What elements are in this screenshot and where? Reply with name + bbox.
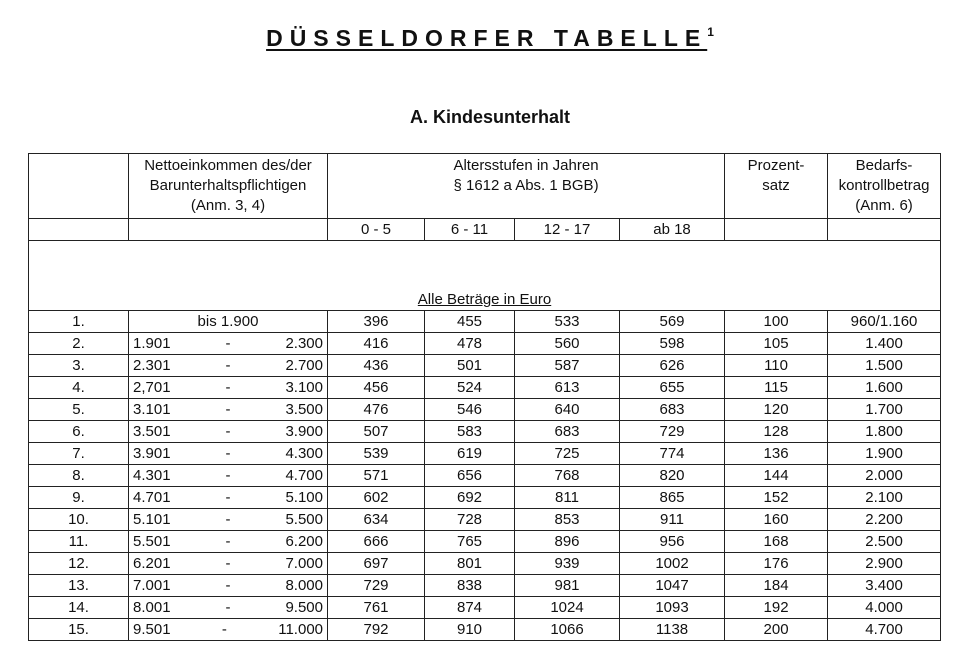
title-footnote-mark: 1 bbox=[707, 25, 714, 39]
table-row bbox=[29, 421, 941, 443]
header-control-line: (Anm. 6) bbox=[855, 197, 913, 214]
control-amount-cell: 1.500 bbox=[828, 355, 941, 377]
income-dash: - bbox=[225, 576, 231, 594]
table-row bbox=[29, 619, 941, 641]
amount-cell: 896 bbox=[515, 531, 620, 553]
amount-cell: 501 bbox=[425, 355, 515, 377]
header-income-line: Barunterhaltspflichtigen bbox=[149, 177, 307, 194]
amount-cell: 546 bbox=[425, 399, 515, 421]
income-range bbox=[129, 509, 328, 531]
amount-cell: 613 bbox=[515, 377, 620, 399]
row-number: 12. bbox=[29, 553, 129, 575]
percent-cell: 200 bbox=[725, 619, 828, 641]
percent-cell: 120 bbox=[725, 399, 828, 421]
row-number: 5. bbox=[29, 399, 129, 421]
amount-cell: 774 bbox=[620, 443, 725, 465]
amount-cell: 910 bbox=[425, 619, 515, 641]
amount-cell: 801 bbox=[425, 553, 515, 575]
amount-cell: 1002 bbox=[620, 553, 725, 575]
percent-cell: 110 bbox=[725, 355, 828, 377]
income-range bbox=[129, 421, 328, 443]
control-amount-cell: 4.000 bbox=[828, 597, 941, 619]
header-age-line: § 1612 a Abs. 1 BGB) bbox=[453, 177, 599, 194]
income-from: 5.501 bbox=[133, 532, 171, 550]
income-range bbox=[129, 531, 328, 553]
income-range-values bbox=[133, 356, 323, 376]
income-to: 6.200 bbox=[285, 532, 323, 550]
income-to: 9.500 bbox=[285, 598, 323, 616]
income-range-values bbox=[133, 444, 323, 464]
amount-cell: 533 bbox=[515, 311, 620, 333]
income-range bbox=[129, 355, 328, 377]
amount-cell: 539 bbox=[328, 443, 425, 465]
amount-cell: 768 bbox=[515, 465, 620, 487]
amount-cell: 560 bbox=[515, 333, 620, 355]
empty-cell bbox=[828, 219, 941, 241]
amount-cell: 911 bbox=[620, 509, 725, 531]
control-amount-cell: 1.600 bbox=[828, 377, 941, 399]
row-number: 6. bbox=[29, 421, 129, 443]
control-amount-cell: 2.500 bbox=[828, 531, 941, 553]
empty-cell bbox=[129, 219, 328, 241]
amount-cell: 655 bbox=[620, 377, 725, 399]
amount-cell: 939 bbox=[515, 553, 620, 575]
header-percent-line: satz bbox=[762, 177, 790, 194]
amount-cell: 729 bbox=[328, 575, 425, 597]
income-to: 4.300 bbox=[285, 444, 323, 462]
row-number: 8. bbox=[29, 465, 129, 487]
control-amount-cell: 1.400 bbox=[828, 333, 941, 355]
income-dash: - bbox=[225, 466, 231, 484]
income-dash: - bbox=[225, 554, 231, 572]
amount-cell: 478 bbox=[425, 333, 515, 355]
income-range-values bbox=[133, 554, 323, 574]
income-dash: - bbox=[221, 620, 227, 638]
amount-cell: 874 bbox=[425, 597, 515, 619]
percent-cell: 100 bbox=[725, 311, 828, 333]
income-from: 8.001 bbox=[133, 598, 171, 616]
control-amount-cell: 4.700 bbox=[828, 619, 941, 641]
income-dash: - bbox=[225, 444, 231, 462]
table-row bbox=[29, 487, 941, 509]
amount-cell: 728 bbox=[425, 509, 515, 531]
table-row bbox=[29, 509, 941, 531]
amount-cell: 476 bbox=[328, 399, 425, 421]
income-range-values bbox=[133, 334, 323, 354]
amount-cell: 729 bbox=[620, 421, 725, 443]
income-range bbox=[129, 487, 328, 509]
control-amount-cell: 1.900 bbox=[828, 443, 941, 465]
income-to: 7.000 bbox=[285, 554, 323, 572]
control-amount-cell: 960/1.160 bbox=[828, 311, 941, 333]
amount-cell: 416 bbox=[328, 333, 425, 355]
amount-cell: 455 bbox=[425, 311, 515, 333]
section-subtitle: A. Kindesunterhalt bbox=[409, 107, 570, 127]
amount-cell: 626 bbox=[620, 355, 725, 377]
table-row bbox=[29, 597, 941, 619]
income-from: 3.101 bbox=[133, 400, 171, 418]
amount-cell: 697 bbox=[328, 553, 425, 575]
amount-cell: 981 bbox=[515, 575, 620, 597]
income-range-values bbox=[133, 488, 323, 508]
header-row bbox=[29, 154, 941, 219]
table-row bbox=[29, 377, 941, 399]
amount-cell: 436 bbox=[328, 355, 425, 377]
table-row bbox=[29, 355, 941, 377]
empty-cell bbox=[29, 219, 129, 241]
income-range-values bbox=[133, 400, 323, 420]
amount-cell: 569 bbox=[620, 311, 725, 333]
header-percent bbox=[725, 154, 828, 219]
table-row bbox=[29, 531, 941, 553]
income-from: 2,701 bbox=[133, 378, 171, 396]
amount-cell: 571 bbox=[328, 465, 425, 487]
income-range-values bbox=[133, 620, 323, 640]
table-row bbox=[29, 465, 941, 487]
table-row bbox=[29, 553, 941, 575]
income-dash: - bbox=[225, 510, 231, 528]
control-amount-cell: 1.700 bbox=[828, 399, 941, 421]
income-to: 3.900 bbox=[285, 422, 323, 440]
amount-cell: 634 bbox=[328, 509, 425, 531]
row-number: 14. bbox=[29, 597, 129, 619]
income-from: 3.901 bbox=[133, 444, 171, 462]
percent-cell: 184 bbox=[725, 575, 828, 597]
percent-cell: 136 bbox=[725, 443, 828, 465]
empty-cell bbox=[725, 219, 828, 241]
row-number: 3. bbox=[29, 355, 129, 377]
income-to: 2.700 bbox=[285, 356, 323, 374]
income-to: 8.000 bbox=[285, 576, 323, 594]
income-range bbox=[129, 333, 328, 355]
income-from: 1.901 bbox=[133, 334, 171, 352]
age-group-12-17: 12 - 17 bbox=[515, 219, 620, 241]
control-amount-cell: 1.800 bbox=[828, 421, 941, 443]
income-range-values bbox=[133, 466, 323, 486]
income-range bbox=[129, 443, 328, 465]
title-text: DÜSSELDORFER TABELLE bbox=[266, 25, 708, 51]
percent-cell: 152 bbox=[725, 487, 828, 509]
amount-cell: 765 bbox=[425, 531, 515, 553]
percent-cell: 192 bbox=[725, 597, 828, 619]
income-from: 7.001 bbox=[133, 576, 171, 594]
amount-cell: 1138 bbox=[620, 619, 725, 641]
row-number: 13. bbox=[29, 575, 129, 597]
percent-cell: 144 bbox=[725, 465, 828, 487]
header-control-line: Bedarfs- bbox=[855, 157, 913, 174]
income-range bbox=[129, 575, 328, 597]
control-amount-cell: 2.900 bbox=[828, 553, 941, 575]
income-to: 2.300 bbox=[285, 334, 323, 352]
income-from: 4.701 bbox=[133, 488, 171, 506]
percent-cell: 105 bbox=[725, 333, 828, 355]
amount-cell: 683 bbox=[620, 399, 725, 421]
amount-cell: 598 bbox=[620, 333, 725, 355]
age-group-0-5: 0 - 5 bbox=[328, 219, 425, 241]
row-number: 9. bbox=[29, 487, 129, 509]
amount-cell: 811 bbox=[515, 487, 620, 509]
row-number: 2. bbox=[29, 333, 129, 355]
income-to: 5.500 bbox=[285, 510, 323, 528]
amount-cell: 587 bbox=[515, 355, 620, 377]
amount-cell: 640 bbox=[515, 399, 620, 421]
amount-cell: 456 bbox=[328, 377, 425, 399]
row-number: 1. bbox=[29, 311, 129, 333]
income-range-values bbox=[133, 598, 323, 618]
income-from: 5.101 bbox=[133, 510, 171, 528]
header-income bbox=[129, 154, 328, 219]
income-dash: - bbox=[225, 334, 231, 352]
amount-cell: 956 bbox=[620, 531, 725, 553]
income-from: 6.201 bbox=[133, 554, 171, 572]
percent-cell: 115 bbox=[725, 377, 828, 399]
page-title bbox=[0, 25, 980, 52]
table-row bbox=[29, 311, 941, 333]
amount-cell: 396 bbox=[328, 311, 425, 333]
income-dash: - bbox=[225, 488, 231, 506]
control-amount-cell: 3.400 bbox=[828, 575, 941, 597]
income-dash: - bbox=[225, 422, 231, 440]
header-income-line: (Anm. 3, 4) bbox=[190, 197, 266, 214]
income-dash: - bbox=[225, 378, 231, 396]
table-row bbox=[29, 333, 941, 355]
income-range: bis 1.900 bbox=[129, 311, 328, 333]
header-control bbox=[828, 154, 941, 219]
income-to: 4.700 bbox=[285, 466, 323, 484]
amount-cell: 853 bbox=[515, 509, 620, 531]
income-range bbox=[129, 597, 328, 619]
amount-cell: 683 bbox=[515, 421, 620, 443]
income-dash: - bbox=[225, 598, 231, 616]
control-amount-cell: 2.000 bbox=[828, 465, 941, 487]
income-dash: - bbox=[225, 400, 231, 418]
income-from: 3.501 bbox=[133, 422, 171, 440]
row-number: 15. bbox=[29, 619, 129, 641]
header-control-line: kontrollbetrag bbox=[838, 177, 930, 194]
percent-cell: 176 bbox=[725, 553, 828, 575]
income-dash: - bbox=[225, 532, 231, 550]
control-amount-cell: 2.100 bbox=[828, 487, 941, 509]
income-to: 11.000 bbox=[278, 620, 323, 638]
row-number: 4. bbox=[29, 377, 129, 399]
amount-cell: 865 bbox=[620, 487, 725, 509]
income-range-values bbox=[133, 510, 323, 530]
currency-note: Alle Beträge in Euro bbox=[417, 291, 552, 308]
age-group-row bbox=[29, 219, 941, 241]
header-age-line: Altersstufen in Jahren bbox=[453, 157, 599, 174]
age-group-ab-18: ab 18 bbox=[620, 219, 725, 241]
row-number: 7. bbox=[29, 443, 129, 465]
income-range-values bbox=[133, 532, 323, 552]
amount-cell: 602 bbox=[328, 487, 425, 509]
header-percent-line: Prozent- bbox=[747, 157, 805, 174]
amount-cell: 838 bbox=[425, 575, 515, 597]
amount-cell: 507 bbox=[328, 421, 425, 443]
income-range bbox=[129, 377, 328, 399]
currency-note-row bbox=[29, 241, 941, 311]
amount-cell: 761 bbox=[328, 597, 425, 619]
income-dash: - bbox=[225, 356, 231, 374]
income-from: 9.501 bbox=[133, 620, 171, 638]
amount-cell: 725 bbox=[515, 443, 620, 465]
income-range-values bbox=[133, 576, 323, 596]
percent-cell: 168 bbox=[725, 531, 828, 553]
percent-cell: 160 bbox=[725, 509, 828, 531]
income-from: 4.301 bbox=[133, 466, 171, 484]
amount-cell: 792 bbox=[328, 619, 425, 641]
amount-cell: 1047 bbox=[620, 575, 725, 597]
support-table bbox=[28, 153, 941, 641]
amount-cell: 1066 bbox=[515, 619, 620, 641]
currency-note-cell bbox=[29, 241, 941, 311]
income-from: 2.301 bbox=[133, 356, 171, 374]
income-range bbox=[129, 399, 328, 421]
amount-cell: 820 bbox=[620, 465, 725, 487]
age-group-6-11: 6 - 11 bbox=[425, 219, 515, 241]
amount-cell: 1024 bbox=[515, 597, 620, 619]
income-to: 5.100 bbox=[285, 488, 323, 506]
table-row bbox=[29, 399, 941, 421]
percent-cell: 128 bbox=[725, 421, 828, 443]
income-to: 3.100 bbox=[285, 378, 323, 396]
header-income-line: Nettoeinkommen des/der bbox=[144, 157, 312, 174]
amount-cell: 656 bbox=[425, 465, 515, 487]
income-range bbox=[129, 619, 328, 641]
amount-cell: 524 bbox=[425, 377, 515, 399]
amount-cell: 666 bbox=[328, 531, 425, 553]
control-amount-cell: 2.200 bbox=[828, 509, 941, 531]
row-number: 10. bbox=[29, 509, 129, 531]
income-range bbox=[129, 465, 328, 487]
header-age bbox=[328, 154, 725, 219]
table-row bbox=[29, 443, 941, 465]
row-number: 11. bbox=[29, 531, 129, 553]
amount-cell: 583 bbox=[425, 421, 515, 443]
income-to: 3.500 bbox=[285, 400, 323, 418]
amount-cell: 1093 bbox=[620, 597, 725, 619]
income-range bbox=[129, 553, 328, 575]
header-number-cell bbox=[29, 154, 129, 219]
table-row bbox=[29, 575, 941, 597]
amount-cell: 692 bbox=[425, 487, 515, 509]
income-range-values bbox=[133, 422, 323, 442]
income-range-values bbox=[133, 378, 323, 398]
amount-cell: 619 bbox=[425, 443, 515, 465]
